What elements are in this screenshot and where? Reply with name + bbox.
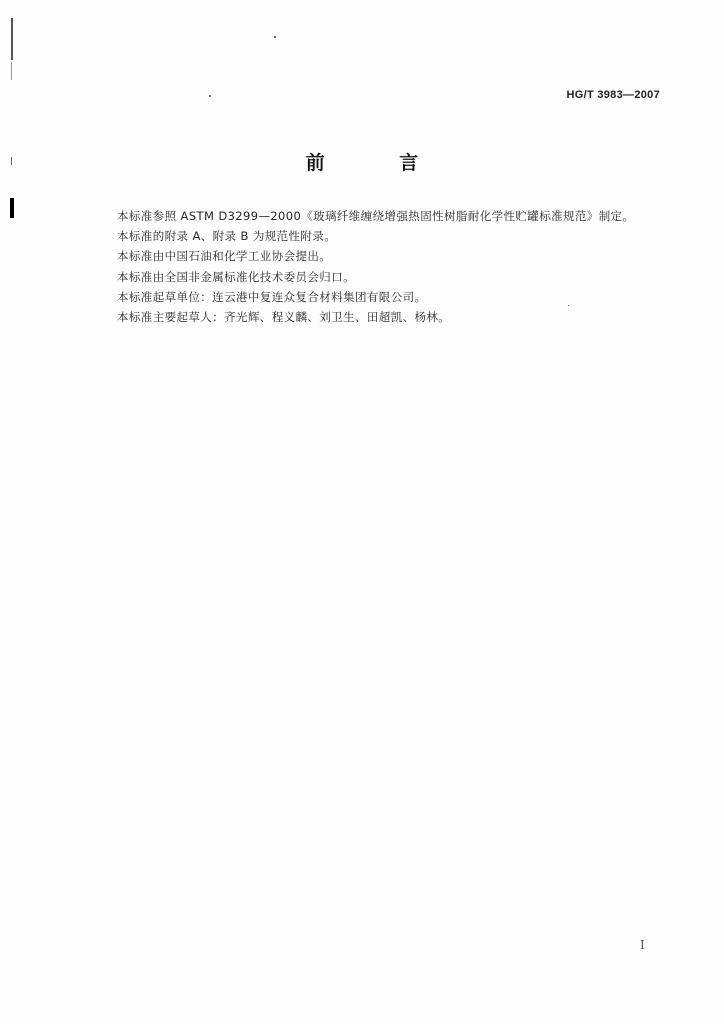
standard-code: HG/T 3983—2007 — [566, 89, 660, 101]
scan-artifact — [11, 62, 12, 80]
foreword-paragraph: 本标准由全国非金属标准化技术委员会归口。 — [117, 269, 355, 284]
foreword-paragraph: 本标准由中国石油和化学工业协会提出。 — [117, 249, 332, 264]
foreword-paragraph: 本标准参照 ASTM D3299—2000《玻璃纤维缠绕增强热固性树脂耐化学性贮罐标准规范》制定。 — [117, 209, 635, 223]
page-title: 前 言 — [305, 152, 453, 174]
scan-speck — [274, 36, 276, 38]
scan-speck — [209, 95, 211, 97]
foreword-paragraph: 本标准的附录 A、附录 B 为规范性附录。 — [117, 229, 337, 244]
scan-artifact — [11, 18, 13, 60]
scan-artifact — [10, 198, 14, 218]
foreword-body — [117, 206, 677, 327]
foreword-paragraph: 本标准主要起草人：齐光辉、程义麟、刘卫生、田超凯、杨林。 — [117, 310, 451, 325]
foreword-paragraph: 本标准起草单位：连云港中复连众复合材料集团有限公司。 — [117, 289, 427, 304]
page-number: I — [640, 938, 645, 952]
